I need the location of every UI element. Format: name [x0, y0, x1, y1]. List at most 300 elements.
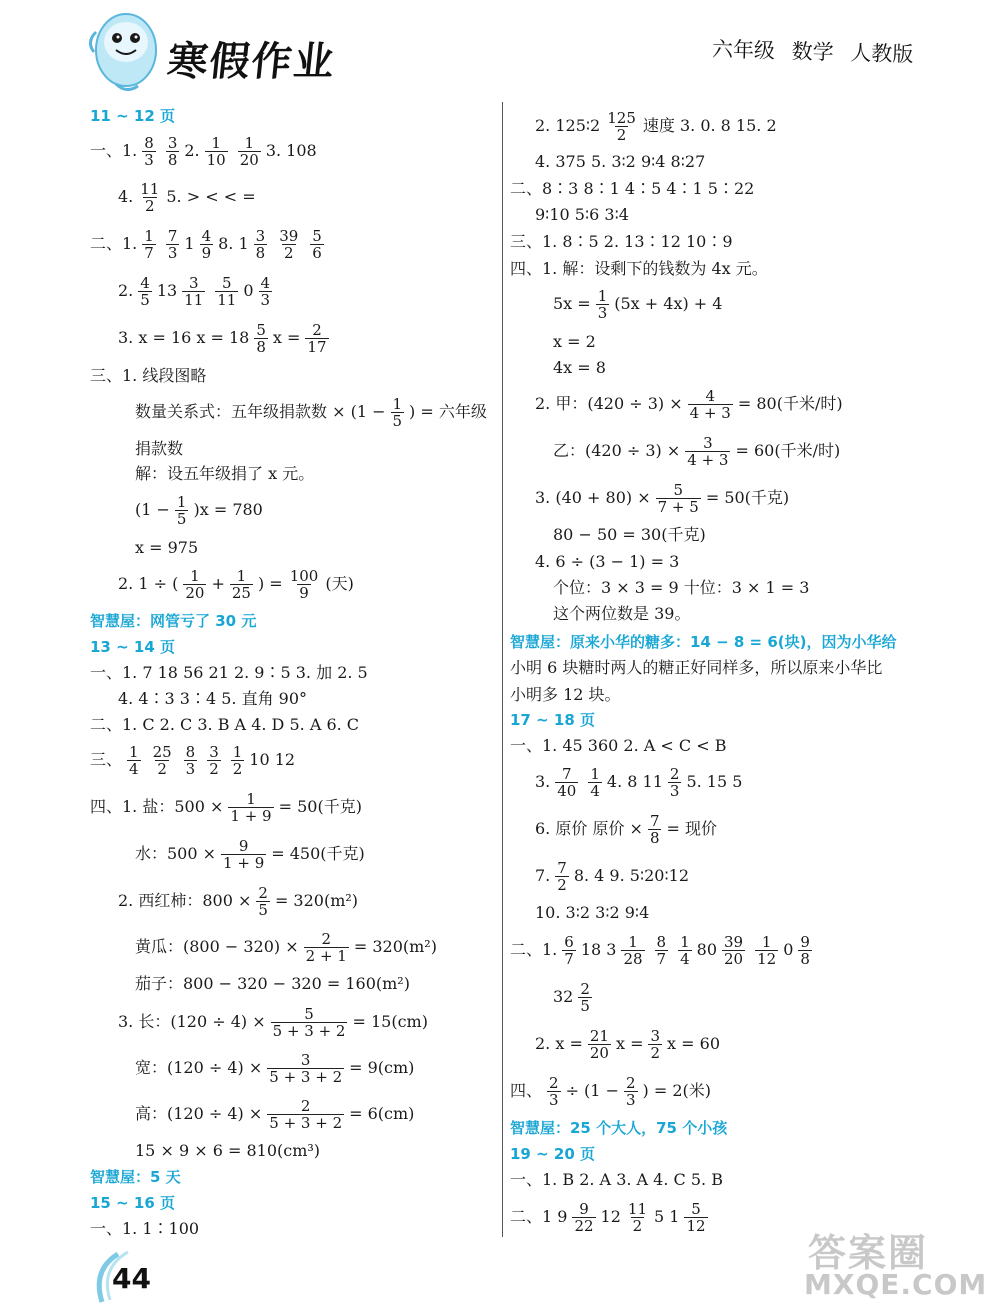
fraction: [142, 228, 156, 261]
fraction-numerator: 11: [627, 1199, 647, 1218]
fraction: [655, 934, 669, 967]
page-number: 44: [112, 1262, 151, 1295]
answer-line: [135, 973, 410, 995]
answer-text: 二、1.: [90, 234, 138, 253]
answer-line: [135, 929, 437, 965]
answer-line: [535, 551, 679, 573]
answer-text: 小明 6 块糖时两人的糖正好同样多，所以原来小华比: [510, 658, 883, 677]
answer-text: 乙：(420 ÷ 3) ×: [553, 441, 681, 460]
fraction-denominator: 8: [800, 949, 810, 968]
watermark-url: MXQE.COM: [804, 1268, 988, 1301]
fraction: [254, 228, 268, 261]
answer-text: 高：(120 ÷ 4) ×: [135, 1104, 263, 1123]
answer-text: 数量关系式：五年级捐款数 × (1 −: [135, 402, 386, 421]
answer-text: 2.: [184, 141, 200, 160]
fraction-denominator: 28: [623, 949, 643, 968]
fraction-numerator: 5: [691, 1199, 701, 1218]
fraction-denominator: 17: [307, 337, 327, 356]
section-heading: [90, 1192, 175, 1214]
fraction-denominator: 20: [589, 1043, 609, 1062]
fraction-numerator: 2: [300, 1096, 311, 1115]
fraction: [755, 934, 778, 967]
fraction-denominator: 40: [557, 781, 577, 800]
fraction-denominator: 20: [239, 150, 259, 169]
fraction-denominator: 9: [299, 583, 309, 602]
answer-text: 9∶10 5∶6 3∶4: [535, 205, 629, 224]
answer-text: 4. 8 11: [606, 772, 663, 791]
fraction-numerator: 25: [152, 742, 172, 761]
fraction: [626, 1201, 649, 1234]
answer-line: [510, 657, 882, 679]
answer-text: 解：设五年级捐了 x 元。: [135, 464, 315, 483]
fraction: [231, 744, 245, 777]
answer-line: [118, 883, 359, 919]
fraction-numerator: 100: [289, 566, 319, 585]
fraction-denominator: 3: [625, 1090, 636, 1109]
answer-text: ) =: [257, 574, 283, 593]
fraction: [215, 275, 238, 308]
fraction: [596, 288, 610, 321]
answer-line: [90, 789, 362, 825]
answer-text: 7.: [535, 866, 551, 885]
answer-text: ) = 六年级: [409, 402, 487, 421]
answer-text: 1: [184, 234, 195, 253]
answer-line: [90, 662, 368, 684]
fraction-denominator: 5 + 3 + 2: [272, 1021, 346, 1040]
answer-text: 8. 1: [218, 234, 249, 253]
fraction-numerator: 3: [650, 1026, 661, 1045]
answer-line: [135, 394, 487, 430]
answer-line: [553, 577, 809, 599]
fraction-denominator: 5 + 3 + 2: [269, 1113, 343, 1132]
answer-line: [535, 204, 629, 226]
answer-line: [510, 932, 817, 968]
fraction: [259, 275, 273, 308]
wisdom-house-answer: [510, 631, 897, 653]
section-heading: [510, 709, 595, 731]
answer-line: [535, 902, 649, 924]
fraction-numerator: 3: [703, 433, 713, 452]
fraction: [648, 813, 662, 846]
answer-line: [90, 1218, 199, 1240]
fraction: [547, 1075, 561, 1108]
fraction-numerator: 2: [625, 1073, 636, 1092]
fraction-numerator: 125: [607, 108, 636, 127]
fraction-numerator: 8: [144, 133, 154, 152]
fraction-numerator: 4: [140, 273, 150, 292]
fraction-denominator: 11: [217, 290, 237, 309]
fraction-denominator: 11: [184, 290, 204, 309]
fraction: [267, 1098, 344, 1131]
answer-text: 19 ~ 20 页: [510, 1145, 595, 1163]
answer-line: [510, 735, 727, 757]
answer-line: [510, 258, 768, 280]
wisdom-house-answer: [90, 1166, 181, 1188]
fraction-denominator: 1 + 9: [223, 853, 265, 872]
answer-text: 茄子：800 − 320 − 320 = 160(m²): [135, 974, 410, 993]
fraction-denominator: 2: [557, 875, 567, 894]
fraction: [151, 744, 174, 777]
fraction-numerator: 1: [129, 742, 139, 761]
answer-text: = 60(千米/时): [735, 441, 841, 460]
answer-line: [535, 386, 843, 422]
answer-text: 这个两位数是 39。: [553, 604, 691, 623]
answer-text: 11 ~ 12 页: [90, 107, 175, 125]
answer-line: [535, 1026, 720, 1062]
fraction: [562, 934, 576, 967]
fraction: [648, 1028, 662, 1061]
fraction-denominator: 5: [392, 411, 403, 430]
answer-text: 一、1. 7 18 56 21 2. 9∶5 3. 加 2. 5: [90, 663, 368, 682]
fraction-denominator: 5 + 3 + 2: [269, 1067, 343, 1086]
fraction-denominator: 1 + 9: [230, 806, 272, 825]
answer-line: [135, 463, 314, 485]
answer-line: [510, 178, 754, 200]
fraction-denominator: 7: [564, 949, 574, 968]
answer-line: [553, 286, 723, 322]
wisdom-house-answer: [90, 610, 256, 632]
fraction: [166, 135, 180, 168]
answer-line: [510, 1169, 723, 1191]
answer-line: [553, 524, 706, 546]
fraction-numerator: 39: [279, 226, 299, 245]
fraction-numerator: 1: [590, 764, 600, 783]
fraction-numerator: 5: [304, 1004, 314, 1023]
fraction-numerator: 2: [312, 320, 322, 339]
answer-text: 2. x =: [535, 1034, 583, 1053]
answer-text: 智慧屋：网管亏了 30 元: [90, 612, 257, 630]
fraction-numerator: 6: [564, 932, 574, 951]
fraction-denominator: 2: [632, 1216, 643, 1235]
fraction-numerator: 1: [176, 492, 187, 511]
answer-text: 四、1. 解：设剩下的钱数为 4x 元。: [510, 259, 768, 278]
answer-text: = 50(千克): [705, 488, 790, 507]
answer-line: [118, 688, 307, 710]
fraction-denominator: 3: [167, 243, 178, 262]
answer-text: 2. 甲：(420 ÷ 3) ×: [535, 394, 683, 413]
fraction: [688, 388, 733, 421]
answer-text: 5. 15 5: [686, 772, 743, 791]
answer-text: x = 2: [553, 332, 596, 351]
answer-text: 小明多 12 块。: [510, 685, 621, 704]
edition-label: 人教版: [850, 40, 914, 67]
fraction-numerator: 5: [222, 273, 232, 292]
fraction-numerator: 9: [238, 836, 249, 855]
column-divider: [502, 102, 503, 1237]
answer-line: [553, 979, 597, 1015]
fraction: [572, 1201, 595, 1234]
fraction: [221, 838, 266, 871]
answer-text: x =: [272, 328, 301, 347]
fraction-numerator: 8: [656, 932, 667, 951]
answer-text: 3. (40 + 80) ×: [535, 488, 651, 507]
answer-text: 15 ~ 16 页: [90, 1194, 175, 1212]
answer-text: +: [211, 574, 225, 593]
fraction-denominator: 4: [590, 781, 600, 800]
fraction-numerator: 5: [312, 226, 322, 245]
answer-text: = 80(千米/时): [737, 394, 843, 413]
fraction-denominator: 4 + 3: [689, 403, 731, 422]
answer-line: [553, 603, 690, 625]
answer-text: (5x + 4x) + 4: [614, 294, 723, 313]
answer-text: 32: [553, 987, 574, 1006]
answer-text: 四、: [510, 1081, 543, 1100]
answer-text: 5 1: [654, 1207, 680, 1226]
fraction-denominator: 22: [574, 1216, 594, 1235]
answer-text: (天): [325, 574, 354, 593]
answer-text: 4. 6 ÷ (3 − 1) = 3: [535, 552, 680, 571]
fraction-numerator: 7: [167, 226, 178, 245]
watermark-logo: 答案圈: [808, 1231, 929, 1275]
fraction-numerator: 5: [673, 480, 683, 499]
fraction: [142, 135, 156, 168]
fraction-denominator: 3: [597, 303, 608, 322]
fraction-denominator: 8: [255, 243, 266, 262]
answer-text: 智慧屋：原来小华的糖多：14 − 8 = 6(块)，因为小华给: [510, 633, 897, 651]
answer-text: 三、1. 线段图略: [90, 366, 207, 385]
fraction-denominator: 25: [231, 583, 251, 602]
answer-text: 80 − 50 = 30(千克): [553, 525, 706, 544]
fraction-numerator: 7: [562, 764, 572, 783]
fraction: [305, 322, 328, 355]
answer-line: [135, 836, 365, 872]
fraction-denominator: 12: [686, 1216, 706, 1235]
answer-text: 速度 3. 0. 8 15. 2: [642, 116, 777, 135]
answer-text: 5. > < < =: [166, 187, 256, 206]
answer-text: 12: [600, 1207, 621, 1226]
section-heading: [510, 1143, 595, 1165]
answer-text: 5x =: [553, 294, 591, 313]
answer-text: 三、1. 8∶5 2. 13∶12 10∶9: [510, 232, 733, 251]
fraction: [166, 228, 180, 261]
answer-text: x =: [615, 1034, 644, 1053]
answer-line: [535, 858, 690, 894]
answer-line: [118, 566, 354, 602]
fraction-denominator: 2: [650, 1043, 661, 1062]
fraction-denominator: 4: [129, 759, 139, 778]
fraction-denominator: 3: [185, 759, 196, 778]
answer-line: [510, 1199, 713, 1235]
fraction-numerator: 3: [167, 133, 178, 152]
answer-text: 一、1. B 2. A 3. A 4. C 5. B: [510, 1170, 723, 1189]
answer-text: 15 × 9 × 6 = 810(cm³): [135, 1141, 321, 1160]
fraction-denominator: 7: [144, 243, 154, 262]
fraction: [228, 791, 273, 824]
fraction-numerator: 2: [669, 764, 680, 783]
fraction: [205, 135, 228, 168]
fraction: [200, 228, 214, 261]
fraction-denominator: 2 + 1: [305, 946, 347, 965]
fraction: [271, 1006, 348, 1039]
answer-text: )x = 780: [193, 500, 263, 519]
answer-text: 二、1 9: [510, 1207, 568, 1226]
fraction: [182, 275, 205, 308]
answer-text: ÷ (1 −: [565, 1081, 619, 1100]
answer-line: [510, 684, 621, 706]
answer-text: = 9(cm): [349, 1058, 415, 1077]
fraction: [684, 1201, 707, 1234]
fraction-numerator: 9: [579, 1199, 589, 1218]
answer-text: 8. 4 9. 5∶20∶12: [573, 866, 690, 885]
answer-text: 3.: [535, 772, 551, 791]
fraction-numerator: 7: [557, 858, 567, 877]
fraction: [138, 275, 152, 308]
fraction-numerator: 2: [580, 979, 590, 998]
answer-line: [90, 365, 206, 387]
answer-text: 二、8∶3 8∶1 4∶5 4∶1 5∶22: [510, 179, 755, 198]
fraction-denominator: 8: [649, 828, 660, 847]
answer-text: 二、1.: [510, 940, 558, 959]
answer-text: 13: [156, 281, 178, 300]
fraction-numerator: 1: [761, 932, 772, 951]
fraction: [183, 568, 206, 601]
answer-text: 智慧屋：5 天: [90, 1168, 181, 1186]
answer-line: [553, 433, 841, 469]
fraction-denominator: 12: [757, 949, 777, 968]
fraction-denominator: 5: [258, 900, 268, 919]
fraction: [310, 228, 324, 261]
fraction: [256, 885, 270, 918]
answer-text: 0: [783, 940, 794, 959]
subject-label: 数学: [791, 39, 834, 65]
fraction-numerator: 8: [185, 742, 196, 761]
fraction-denominator: 3: [549, 1090, 559, 1109]
fraction-numerator: 4: [201, 226, 212, 245]
fraction: [798, 934, 812, 967]
answer-text: 18 3: [580, 940, 617, 959]
answer-text: 黄瓜：(800 − 320) ×: [135, 937, 299, 956]
book-meta: [712, 33, 924, 69]
fraction-denominator: 5: [140, 290, 150, 309]
fraction-numerator: 2: [549, 1073, 559, 1092]
fraction: [184, 744, 198, 777]
answer-text: 宽：(120 ÷ 4) ×: [135, 1058, 263, 1077]
fraction-denominator: 2: [145, 196, 155, 215]
fraction: [304, 931, 349, 964]
fraction-denominator: 6: [312, 243, 322, 262]
answer-line: [135, 1050, 415, 1086]
fraction-numerator: 21: [589, 1026, 609, 1045]
fraction: [127, 744, 141, 777]
fraction-denominator: 3: [144, 150, 154, 169]
fraction-numerator: 1: [246, 789, 256, 808]
fraction-numerator: 1: [680, 932, 690, 951]
answer-text: x = 60: [667, 1034, 720, 1053]
fraction-numerator: 3: [300, 1050, 311, 1069]
fraction-numerator: 1: [628, 932, 638, 951]
answer-line: [135, 537, 198, 559]
answer-line: [135, 1096, 415, 1132]
fraction-numerator: 2: [321, 929, 332, 948]
answer-line: [535, 108, 777, 144]
answer-text: 0: [243, 281, 254, 300]
fraction: [238, 135, 261, 168]
fraction-numerator: 1: [190, 566, 200, 585]
answer-line: [135, 492, 263, 528]
answer-line: [118, 273, 277, 309]
fraction-numerator: 4: [705, 386, 716, 405]
answer-text: = 450(千克): [271, 844, 365, 863]
fraction: [668, 766, 682, 799]
answer-text: 4.: [118, 187, 134, 206]
fraction: [678, 934, 692, 967]
fraction: [588, 766, 602, 799]
fraction-numerator: 1: [144, 226, 154, 245]
answer-line: [535, 764, 743, 800]
fraction: [288, 568, 321, 601]
answer-line: [90, 742, 296, 778]
answer-text: 水：500 ×: [135, 844, 217, 863]
fraction: [605, 110, 638, 143]
answer-text: = 15(cm): [352, 1012, 428, 1031]
fraction-numerator: 2: [258, 883, 268, 902]
answer-text: 2. 125∶2: [535, 116, 601, 135]
dolphin-mascot-icon: [86, 2, 168, 94]
answer-text: 13 ~ 14 页: [90, 638, 175, 656]
fraction-numerator: 1: [236, 566, 247, 585]
fraction-denominator: 2: [209, 759, 219, 778]
answer-text: 10. 3∶2 3∶2 9∶4: [535, 903, 650, 922]
grade-label: 六年级: [711, 37, 776, 63]
fraction-numerator: 9: [800, 932, 810, 951]
fraction-denominator: 2: [616, 125, 627, 144]
fraction: [621, 934, 644, 967]
fraction: [138, 181, 161, 214]
page-header: [0, 0, 1000, 100]
wisdom-house-answer: [510, 1117, 727, 1139]
answer-line: [553, 357, 606, 379]
fraction-numerator: 1: [211, 133, 221, 152]
fraction: [578, 981, 592, 1014]
answer-text: 智慧屋：25 个大人，75 个小孩: [510, 1119, 728, 1137]
fraction-denominator: 3: [669, 781, 680, 800]
fraction-denominator: 2: [157, 759, 167, 778]
fraction-denominator: 2: [283, 243, 294, 262]
fraction-numerator: 3: [255, 226, 266, 245]
answer-line: [135, 438, 183, 460]
fraction-denominator: 7 + 5: [657, 497, 699, 516]
answer-text: 个位：3 × 3 = 9 十位：3 × 1 = 3: [553, 578, 810, 597]
fraction-numerator: 11: [140, 179, 160, 198]
answer-text: = 50(千克): [278, 797, 362, 816]
answer-line: [510, 231, 733, 253]
fraction-numerator: 4: [260, 273, 271, 292]
fraction: [656, 482, 701, 515]
fraction-numerator: 7: [649, 811, 660, 830]
section-heading: [90, 636, 175, 658]
answer-text: 二、1. C 2. C 3. B A 4. D 5. A 6. C: [90, 715, 360, 734]
answer-text: = 320(m²): [274, 891, 359, 910]
answer-line: [535, 151, 705, 173]
answer-text: 4. 375 5. 3∶2 9∶4 8∶27: [535, 152, 706, 171]
answer-text: 2. 西红柿：800 ×: [118, 891, 252, 910]
answer-text: 10 12: [249, 750, 296, 769]
answer-text: 2.: [118, 281, 134, 300]
answer-text: x = 975: [135, 538, 199, 557]
answer-text: 80: [696, 940, 717, 959]
answer-text: 17 ~ 18 页: [510, 711, 595, 729]
fraction: [555, 766, 578, 799]
answer-text: 3. 108: [265, 141, 317, 160]
answer-text: 一、1.: [90, 141, 138, 160]
answer-text: = 现价: [666, 819, 717, 838]
fraction: [277, 228, 300, 261]
fraction: [254, 322, 268, 355]
fraction: [391, 396, 405, 429]
fraction-denominator: 8: [256, 337, 266, 356]
fraction-denominator: 9: [201, 243, 212, 262]
fraction-denominator: 10: [206, 150, 226, 169]
